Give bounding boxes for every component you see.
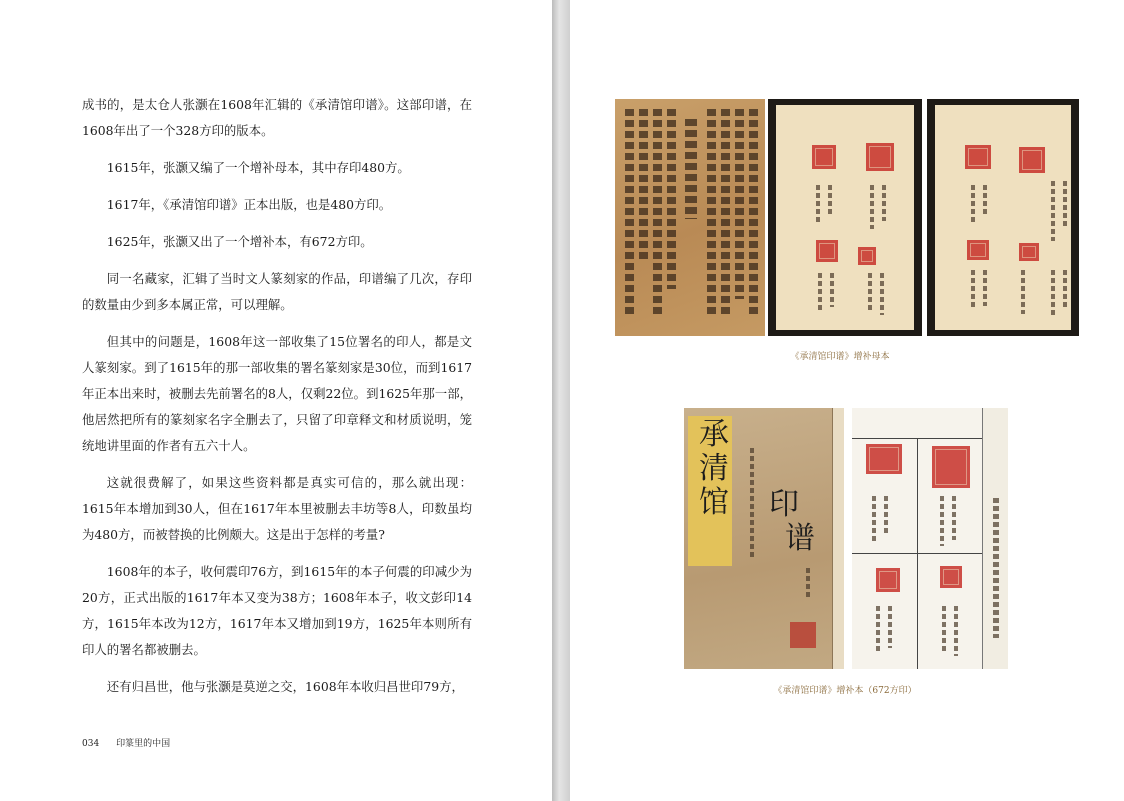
left-page xyxy=(0,0,552,801)
paragraph: 1625年，张灏又出了一个增补本，有672方印。 xyxy=(106,234,373,249)
paragraph: 成书的，是太仓人张灏在1608年汇辑的《承清馆印谱》。这部印谱，在1608年出了一个328方印的版本。 xyxy=(82,97,472,138)
cover-title-char: 清 xyxy=(699,451,729,486)
book-binding xyxy=(832,408,844,669)
page-number: 034 xyxy=(82,739,100,749)
cover-title-char: 谱 xyxy=(785,521,815,556)
running-title: 印篆里的中国 xyxy=(116,739,171,749)
book-page-edge xyxy=(982,408,1008,669)
paragraph: 1608年的本子，收何震印76方，到1615年的本子何震的印减少为20方，正式出版的1617年本又变为38方；1608年本子，收文彭印14方，1615年本改为12方，1617年本又增加到19方，1625年本则所有印人的署名都被删去。 xyxy=(82,564,472,657)
figure-caption: 《承清馆印谱》增补本（672方印） xyxy=(773,686,917,696)
seal-impression-page-image xyxy=(927,99,1079,336)
figure-caption: 《承清馆印谱》增补母本 xyxy=(790,352,890,362)
cover-title-char: 承 xyxy=(699,417,729,452)
cover-title-strip xyxy=(688,416,732,566)
paragraph: 还有归昌世，他与张灏是莫逆之交，1608年本收归昌世印79方， xyxy=(106,679,464,694)
paragraph: 同一名藏家，汇辑了当时文人篆刻家的作品，印谱编了几次，存印的数量由少到多本属正常，可以理解。 xyxy=(82,271,472,312)
cover-title-char: 印 xyxy=(769,487,799,522)
calligraphy-manuscript-image xyxy=(615,99,765,336)
paragraph: 但其中的问题是，1608年这一部收集了15位署名的印人，都是文人篆刻家。到了1615年的那一部收集的署名篆刻家是30位，而到1617年正本出来时，被删去先前署名的8人，仅剩22位。到1625年那一部，他居然把所有的篆刻家名字全删去了，只留了印章释文和材质说明，笼统地讲里面的作者有五六十人。 xyxy=(82,334,472,453)
seal-impression-page-image xyxy=(768,99,922,336)
body-text xyxy=(82,92,472,711)
cover-title-char: 馆 xyxy=(699,485,729,520)
paragraph: 这就很费解了，如果这些资料都是真实可信的，那么就出现：1615年本增加到30人，但在1617年本里被删去丰坊等8人，印数虽均为480方，而被替换的比例颇大。这是出于怎样的考量? xyxy=(82,475,472,542)
book-gutter xyxy=(552,0,570,801)
paragraph: 1617年，《承清馆印谱》正本出版，也是480方印。 xyxy=(106,197,392,212)
paragraph: 1615年，张灏又编了一个增补母本，其中存印480方。 xyxy=(106,160,410,175)
seal-spread-image xyxy=(852,408,1008,669)
page-footer xyxy=(82,736,170,749)
book-cover-image xyxy=(684,408,844,669)
seal-icon xyxy=(790,622,816,648)
